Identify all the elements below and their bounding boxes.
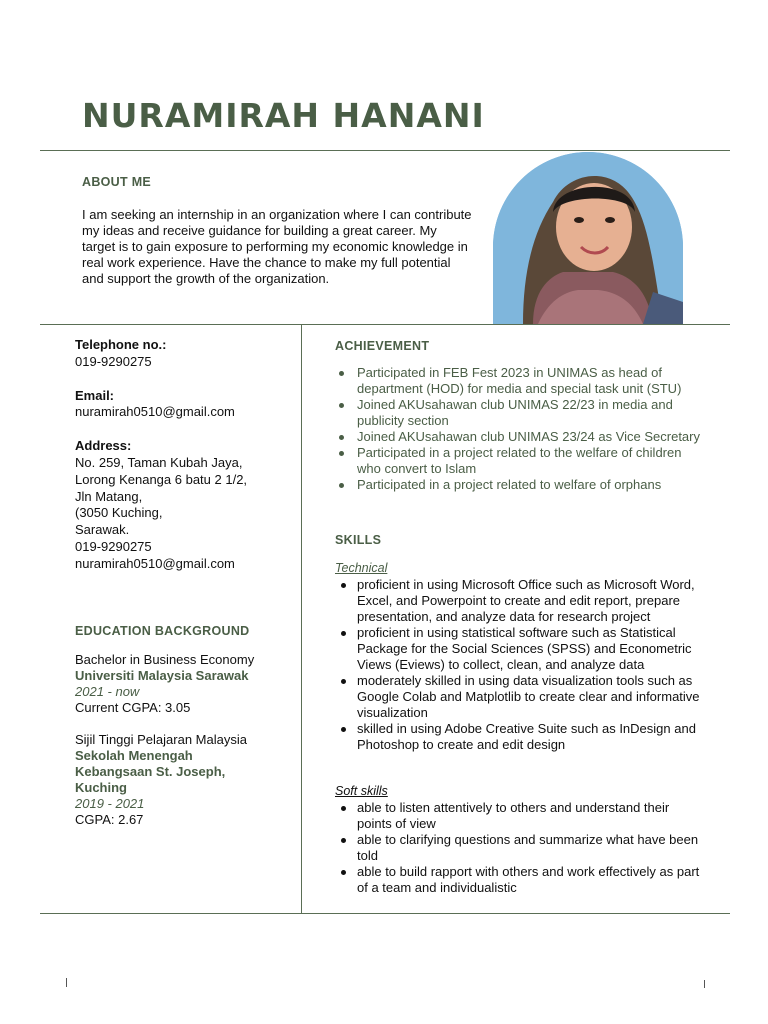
achievement-list xyxy=(335,365,705,493)
list-item: skilled in using Adobe Creative Suite such as InDesign and Photoshop to create and edit design xyxy=(335,721,705,753)
column-divider xyxy=(301,324,302,914)
about-text: I am seeking an internship in an organization where I can contribute my ideas and receive guidance for building a great career. My target is to gain exposure to performing my economic knowledge in real work experience. Have the chance to make my full potential and support the growth of the organization. xyxy=(82,207,472,286)
list-item: proficient in using Microsoft Office such as Microsoft Word, Excel, and Powerpoint to create and edit report, prepare presentation, and analyze data for research project xyxy=(335,577,705,625)
candidate-name: NURAMIRAH HANANI xyxy=(82,96,485,135)
list-item: proficient in using statistical software such as Statistical Package for the Social Sciences (SPSS) and Econometric Views (Eviews) to collect, clean, and analyze data xyxy=(335,625,705,673)
section-divider xyxy=(40,324,730,325)
about-title: ABOUT ME xyxy=(82,175,152,189)
list-item: Joined AKUsahawan club UNIMAS 22/23 in media and publicity section xyxy=(335,397,705,429)
profile-photo-illustration xyxy=(493,152,683,324)
page-mark xyxy=(66,978,67,987)
address-line: 019-9290275 xyxy=(75,538,152,554)
address-line: No. 259, Taman Kubah Jaya, xyxy=(75,454,243,470)
education-section xyxy=(75,652,285,828)
about-section xyxy=(82,175,472,287)
address-line: Jln Matang, xyxy=(75,488,143,504)
skills-title: SKILLS xyxy=(335,533,382,547)
telephone-value: 019-9290275 xyxy=(75,353,152,369)
result: Current CGPA: 3.05 xyxy=(75,700,191,715)
page-mark xyxy=(704,980,705,988)
education-entry xyxy=(75,652,285,716)
education-title: EDUCATION BACKGROUND xyxy=(75,624,250,638)
list-item: Joined AKUsahawan club UNIMAS 23/24 as Vice Secretary xyxy=(335,429,705,445)
list-item: able to clarifying questions and summarize what have been told xyxy=(335,832,705,864)
result: CGPA: 2.67 xyxy=(75,812,144,827)
list-item: able to listen attentively to others and understand their points of view xyxy=(335,800,705,832)
technical-skills-list xyxy=(335,577,705,753)
email-label: Email: xyxy=(75,387,115,403)
school-name: Universiti Malaysia Sarawak xyxy=(75,668,249,683)
list-item: Participated in FEB Fest 2023 in UNIMAS as head of department (HOD) for media and special task unit (STU) xyxy=(335,365,705,397)
technical-skills-label: Technical xyxy=(335,561,388,575)
education-entry xyxy=(75,732,285,828)
qualification: Bachelor in Business Economy xyxy=(75,652,255,667)
list-item: moderately skilled in using data visualization tools such as Google Colab and Matplotlib to create clear and informative visualization xyxy=(335,673,705,721)
contact-section xyxy=(75,337,285,573)
study-years: 2019 - 2021 xyxy=(75,796,145,811)
soft-skills-list xyxy=(335,800,705,896)
qualification: Sijil Tinggi Pelajaran Malaysia xyxy=(75,732,247,747)
address-line: nuramirah0510@gmail.com xyxy=(75,555,235,571)
school-name: Sekolah Menengah Kebangsaan St. Joseph, Kuching xyxy=(75,748,226,795)
address-line: (3050 Kuching, xyxy=(75,505,163,521)
list-item: Participated in a project related to the welfare of children who convert to Islam xyxy=(335,445,705,477)
list-item: Participated in a project related to welfare of orphans xyxy=(335,477,705,493)
soft-skills-label: Soft skills xyxy=(335,784,388,798)
header-divider xyxy=(40,150,730,151)
address-label: Address: xyxy=(75,438,132,454)
email-value: nuramirah0510@gmail.com xyxy=(75,404,235,420)
list-item: able to build rapport with others and work effectively as part of a team and individualistic xyxy=(335,864,705,896)
address-line: Sarawak. xyxy=(75,522,130,538)
footer-divider xyxy=(40,913,730,914)
telephone-label: Telephone no.: xyxy=(75,337,167,352)
address-line: Lorong Kenanga 6 batu 2 1/2, xyxy=(75,471,248,487)
achievement-title: ACHIEVEMENT xyxy=(335,339,430,353)
study-years: 2021 - now xyxy=(75,684,140,699)
profile-photo xyxy=(493,152,683,324)
